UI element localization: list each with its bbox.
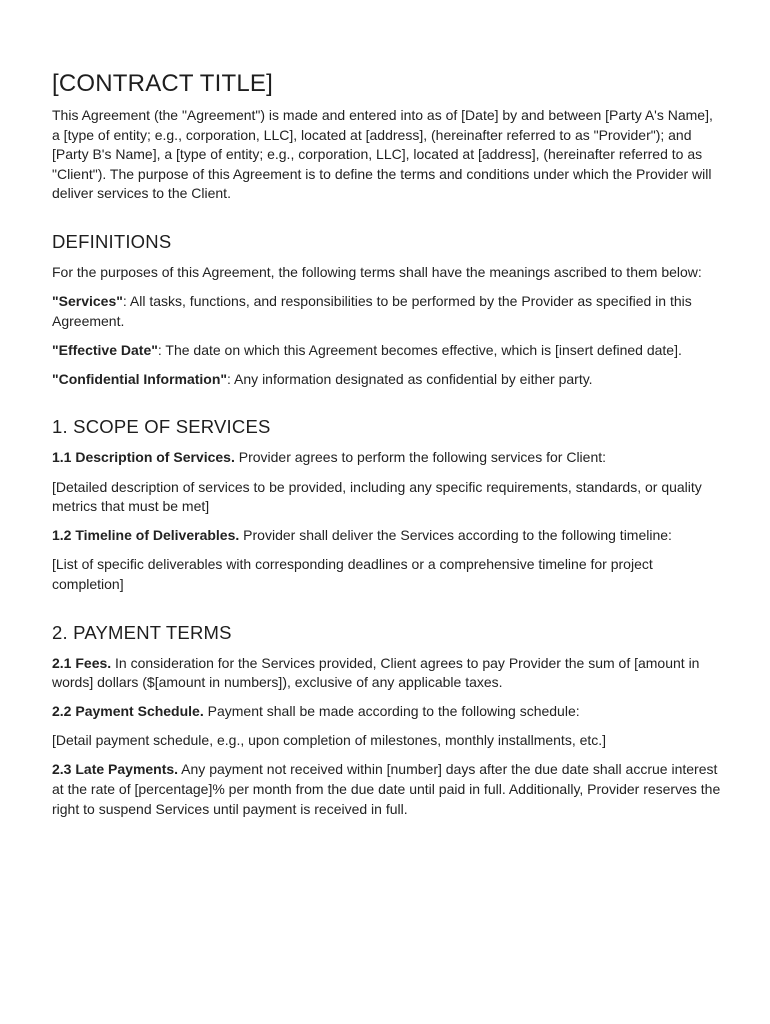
document-page [52,66,724,829]
definition-term: "Services" [52,293,123,310]
definitions-intro: For the purposes of this Agreement, the following terms shall have the meanings ascribed to them below: [52,263,702,280]
definition-text: : All tasks, functions, and responsibilities to be performed by the Provider as specified in this Agreement. [52,293,692,329]
scope-clause-1-1-detail: [Detailed description of services to be provided, including any specific requirements, standards, or quality metrics that must be met] [52,478,702,515]
definition-term: "Effective Date" [52,341,158,358]
clause-text: In consideration for the Services provided, Client agrees to pay Provider the sum of [amount in words] dollars ($[amount in numbers]), exclusive of any applicable taxes. [52,654,700,691]
clause-text: Any payment not received within [number] days after the due date shall accrue interest at the rate of [percentage]% per month from the due date until paid in full. Additionally, Provider reserves the right to suspend Services until payment is received in full. [52,761,721,817]
clause-label: 2.3 Late Payments. [52,761,179,778]
scope-clause-1-2-detail: [List of specific deliverables with corresponding deadlines or a comprehensive timeline for project completion] [52,556,653,592]
payment-clause-2-2 [52,702,724,722]
scope-clause-1-1 [52,448,724,468]
definition-services [52,292,724,331]
clause-text: Payment shall be made according to the following schedule: [203,703,580,720]
clause-label: 2.2 Payment Schedule. [52,703,204,720]
payment-clause-2-1 [52,654,724,693]
contract-title: [CONTRACT TITLE] [52,70,274,97]
scope-clause-1-2 [52,526,724,546]
definition-text: : Any information designated as confidential by either party. [227,370,593,387]
payment-clause-2-2-detail: [Detail payment schedule, e.g., upon completion of milestones, monthly installments, etc.] [52,732,607,749]
definition-text: : The date on which this Agreement becomes effective, which is [insert defined date]. [157,341,682,358]
definition-term: "Confidential Information" [52,370,228,387]
payment-clause-2-3 [52,760,724,819]
clause-label: 1.1 Description of Services. [52,449,235,466]
clause-label: 2.1 Fees. [52,654,112,671]
scope-heading: 1. SCOPE OF SERVICES [52,416,271,438]
payment-heading: 2. PAYMENT TERMS [52,621,232,643]
intro-paragraph: This Agreement (the "Agreement") is made and entered into as of [Date] by and between [Party A's Name], a [type of entity; e.g., corporation, LLC], located at [address], (hereinafter referred to as "Provider"); and [Party B's Name], a [type of entity; e.g., corporation, LLC], located at [address], (hereinafter referred to as "Client"). The purpose of this Agreement is to define the terms and conditions under which the Provider will deliver services to the Client. [52,107,713,202]
clause-label: 1.2 Timeline of Deliverables. [52,527,240,544]
definition-confidential-information [52,370,724,390]
clause-text: Provider agrees to perform the following services for Client: [234,449,607,466]
clause-text: Provider shall deliver the Services according to the following timeline: [239,527,672,544]
definition-effective-date [52,341,724,361]
definitions-heading: DEFINITIONS [52,230,172,252]
